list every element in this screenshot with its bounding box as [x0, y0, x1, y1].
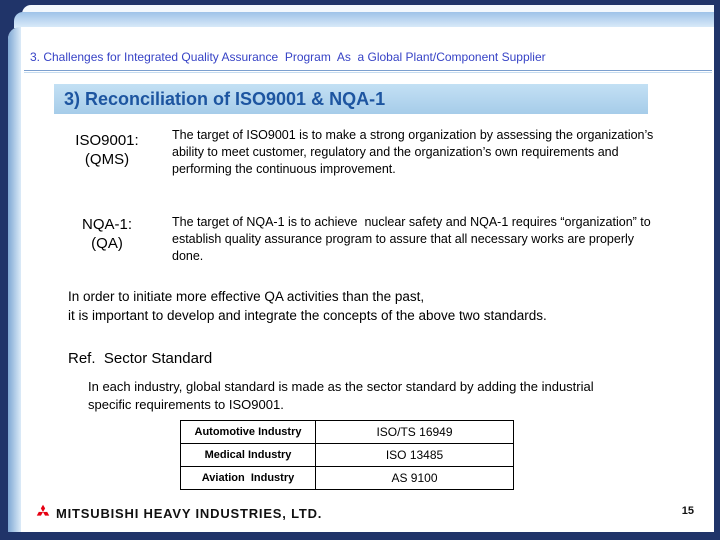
- table-row: [181, 444, 514, 467]
- standard-cell: ISO/TS 16949: [316, 421, 514, 444]
- table-row: [181, 467, 514, 490]
- industry-cell: Medical Industry: [181, 444, 316, 467]
- company-name: MITSUBISHI HEAVY INDUSTRIES, LTD.: [56, 506, 323, 521]
- iso9001-label-main: ISO9001:: [75, 132, 139, 149]
- reference-heading: Ref. Sector Standard: [68, 350, 213, 367]
- summary-line-2: it is important to develop and integrate the concepts of the above two standards.: [68, 308, 547, 323]
- header-divider: [24, 70, 712, 73]
- summary-paragraph: [68, 287, 547, 325]
- page-number: 15: [681, 505, 694, 517]
- iso9001-description: The target of ISO9001 is to make a strong organization by assessing the organization’s ability to meet customer, regulatory and the organization’s own requirements and performing the continuous improvement.: [172, 128, 657, 176]
- deco-left-bar: [8, 27, 21, 532]
- nqa1-description: The target of NQA-1 is to achieve nuclear safety and NQA-1 requires “organization” to establish quality assurance program to assure that all necessary works are properly done.: [172, 215, 655, 263]
- nqa1-label-sub: (QA): [91, 235, 123, 252]
- summary-line-1: In order to initiate more effective QA activities than the past,: [68, 289, 425, 304]
- section-title: 3) Reconciliation of ISO9001 & NQA-1: [54, 84, 648, 114]
- deco-strip-blue: [14, 12, 714, 28]
- nqa1-label: [52, 216, 162, 252]
- nqa1-label-main: NQA-1:: [81, 216, 132, 233]
- table-row: [181, 421, 514, 444]
- industry-cell: Automotive Industry: [181, 421, 316, 444]
- standard-cell: AS 9100: [316, 467, 514, 490]
- standard-cell: ISO 13485: [316, 444, 514, 467]
- industry-cell: Aviation Industry: [181, 467, 316, 490]
- slide-header-text: 3. Challenges for Integrated Quality Assurance Program As a Global Plant/Component Supplier: [30, 50, 546, 64]
- mitsubishi-logo-icon: [34, 503, 52, 521]
- reference-text: In each industry, global standard is made as the sector standard by adding the industrial specific requirements to ISO9001.: [88, 379, 594, 412]
- iso9001-label: [52, 132, 162, 168]
- iso9001-label-sub: (QMS): [84, 151, 130, 168]
- sector-standard-table: [180, 420, 514, 490]
